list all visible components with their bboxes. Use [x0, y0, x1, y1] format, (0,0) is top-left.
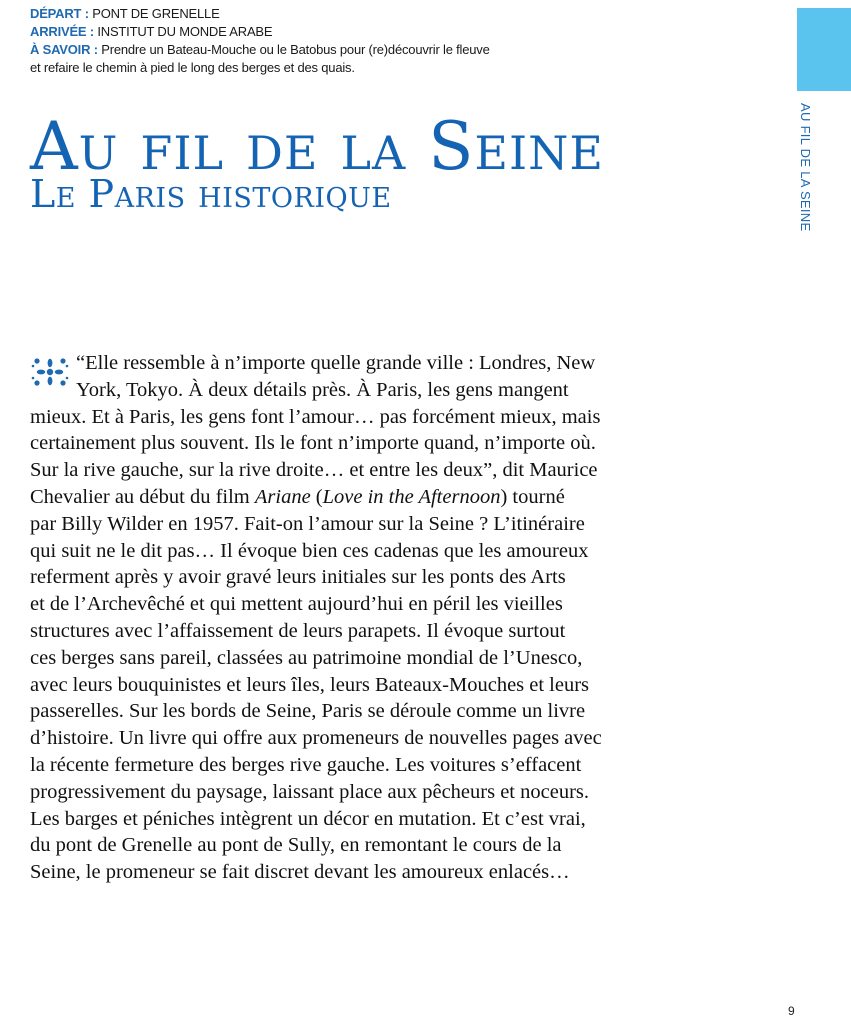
- body-text-fragment: (: [310, 485, 323, 508]
- body-line: passerelles. Sur les bords de Seine, Paris se déroule comme un livre: [30, 700, 586, 723]
- savoir-value: Prendre un Bateau-Mouche ou le Batobus pour (re)découvrir le fleuve: [97, 42, 490, 57]
- side-section-label: AU FIL DE LA SEINE: [798, 103, 813, 232]
- body-line: referment après y avoir gravé leurs initiales sur les ponts des Arts: [30, 566, 566, 589]
- body-line: mieux. Et à Paris, les gens font l’amour… pas forcément mieux, mais: [30, 405, 601, 428]
- body-line: Sur la rive gauche, sur la rive droite… et entre les deux”, dit Maurice: [30, 459, 598, 482]
- body-line: [30, 484, 660, 511]
- savoir-line: [30, 41, 590, 59]
- page-subtitle: Le Paris historique: [30, 172, 392, 216]
- body-text-fragment: ) tourné: [500, 485, 565, 508]
- body-line: Les barges et péniches intègrent un décor en mutation. Et c’est vrai,: [30, 807, 586, 830]
- body-line: d’histoire. Un livre qui offre aux promeneurs de nouvelles pages avec: [30, 727, 602, 750]
- body-line: la récente fermeture des berges rive gauche. Les voitures s’effacent: [30, 753, 582, 776]
- body-line: par Billy Wilder en 1957. Fait-on l’amour sur la Seine ? L’itinéraire: [30, 512, 585, 535]
- arrivee-value: INSTITUT DU MONDE ARABE: [93, 24, 273, 39]
- side-color-tab: [797, 8, 851, 91]
- savoir-line-2: et refaire le chemin à pied le long des berges et des quais.: [30, 60, 355, 75]
- film-title-english: Love in the Afternoon: [322, 485, 501, 508]
- route-info: [30, 5, 590, 77]
- arrivee-label: ARRIVÉE :: [30, 24, 94, 39]
- body-line: York, Tokyo. À deux détails près. À Paris, les gens mangent: [76, 378, 569, 401]
- body-line: Seine, le promeneur se fait discret devant les amoureux enlacés…: [30, 861, 570, 884]
- film-title-ariane: Ariane: [254, 485, 311, 508]
- savoir-label: À SAVOIR :: [30, 42, 98, 57]
- body-paragraph: [30, 350, 660, 886]
- body-text-fragment: Chevalier au début du film: [30, 485, 255, 508]
- body-line: “Elle ressemble à n’importe quelle grande ville : Londres, New: [76, 352, 596, 374]
- body-line: progressivement du paysage, laissant place aux pêcheurs et noceurs.: [30, 780, 589, 803]
- body-line: et de l’Archevêché et qui mettent aujourd’hui en péril les vieilles: [30, 593, 563, 616]
- depart-label: DÉPART :: [30, 6, 89, 21]
- body-line: ces berges sans pareil, classées au patrimoine mondial de l’Unesco,: [30, 646, 583, 669]
- body-line: certainement plus souvent. Ils le font n’importe quand, n’importe où.: [30, 432, 596, 455]
- body-line: avec leurs bouquinistes et leurs îles, leurs Bateaux-Mouches et leurs: [30, 673, 590, 696]
- arrivee-line: [30, 23, 590, 41]
- page-title: Au fil de la Seine: [30, 108, 605, 185]
- body-line: du pont de Grenelle au pont de Sully, en remontant le cours de la: [30, 834, 562, 857]
- depart-value: PONT DE GRENELLE: [88, 6, 220, 21]
- body-line: qui suit ne le dit pas… Il évoque bien ces cadenas que les amoureux: [30, 539, 589, 562]
- body-line: structures avec l’affaissement de leurs parapets. Il évoque surtout: [30, 619, 566, 642]
- page-number: 9: [788, 1004, 795, 1018]
- title-block: [30, 108, 605, 216]
- depart-line: [30, 5, 590, 23]
